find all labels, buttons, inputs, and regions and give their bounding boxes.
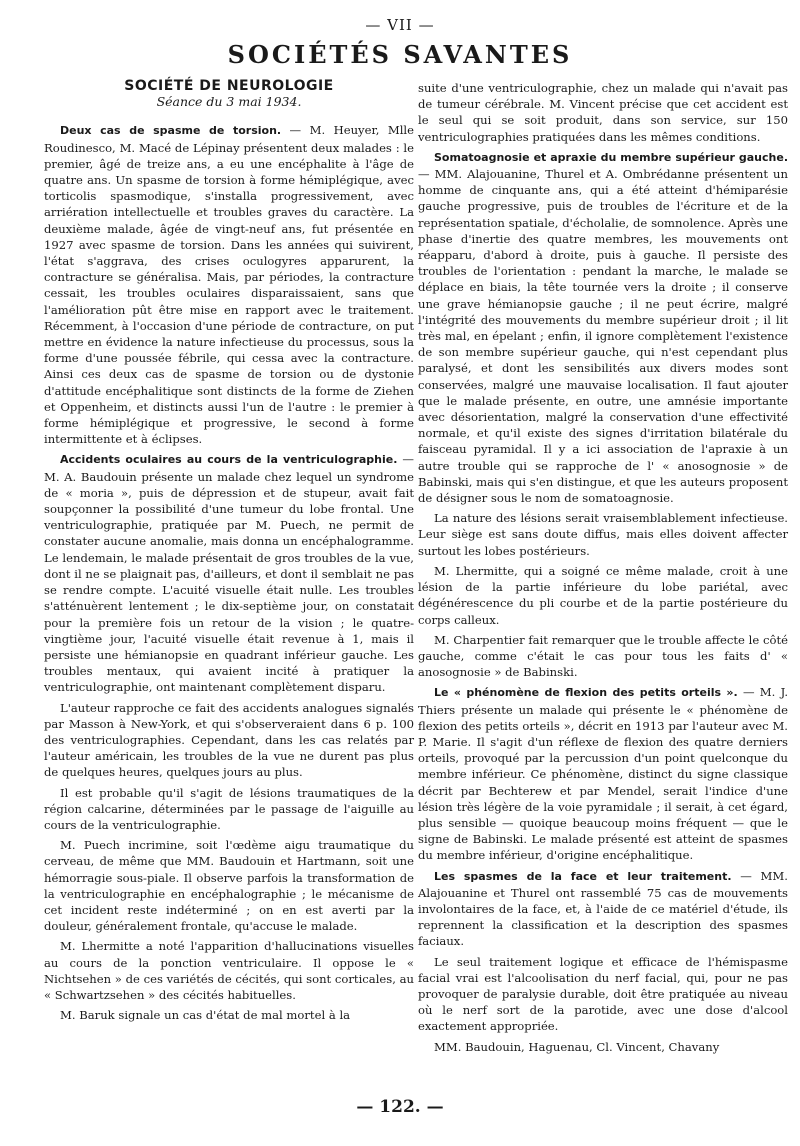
page-header-roman: — VII — [365,16,435,34]
paragraph: M. Lhermitte, qui a soigné ce même malade, croit à une lésion de la partie inférieure du lobe pariétal, avec dégénérescence du pli courbe et de la partie postérieure du corps calleux. [418,563,788,627]
paragraph: Le seul traitement logique et efficace de l'hémispasme facial vrai est l'alcoolisation du nerf facial, qui, pour ne pas provoquer de paralysie durable, doit être pratiquée au niveau où le nerf sort de la parotide, avec une dose d'alcool exactement appropriée. [418,954,788,1034]
left-column [44,78,414,1023]
section-title: SOCIÉTÉS SAVANTES [227,40,573,69]
article-orteils-title: Le « phénomène de flexion des petits orteils ». [434,686,738,700]
right-column [418,80,788,1055]
article-spasmes [418,868,788,950]
paragraph: M. Charpentier fait remarquer que le trouble affecte le côté gauche, comme c'était le cas pour tous les faits d' « anosognosie » de Babinski. [418,632,788,680]
paragraph: La nature des lésions serait vraisemblablement infectieuse. Leur siège est sans doute diffus, mais elles doivent affecter surtout les lobes postérieurs. [418,511,788,558]
article-torsion-title: Deux cas de spasme de torsion. [60,124,282,138]
page-number: — 122. — [356,1097,444,1117]
article-orteils-text: — M. J. Thiers présente un malade qui présente le « phénomène de flexion des petits orteils », décrit en 1913 par l'auteur avec M. P. Marie. Il s'agit d'un réflexe de flexion des quatre derniers orteils, provoqué par la percussion d'un point quelconque du membre inférieur. Ce phénomène, distinct du signe classique décrit par Bechterew et par Mendel, serait l'indice d'une lésion très légère de la voie pyramidale ; il serait, à cet égard, plus sensible — quoique beaucoup moins fréquent — que le signe de Babinski. Le malade présenté est atteint de spasmes du membre inférieur, d'origine encéphalitique. [418,685,789,863]
article-orteils [418,684,788,863]
paragraph: MM. Baudouin, Haguenau, Cl. Vincent, Chavany [434,1039,720,1054]
paragraph: M. Baruk signale un cas d'état de mal mortel à la [60,1008,351,1023]
paragraph: M. Lhermitte a noté l'apparition d'hallucinations visuelles au cours de la ponction ventriculaire. Il oppose le « Nichtsehen » de ces variétés de cécités, qui sont corticales, au « Schwartzsehen » des cécités habituelles. [44,939,414,1002]
article-somatoagnosie [418,149,788,506]
article-torsion-text: — M. Heuyer, Mlle Roudinesco, M. Macé de Lépinay présentent deux malades : le premier, âgé de treize ans, a eu une encéphalite à l'âge de quatre ans. Un spasme de torsion à forme hémiplégique, avec torticolis spasmodique, s'installa progressivement, avec arriération intellectuelle et troubles graves du caractère. La deuxième malade, âgée de vingt-neuf ans, fut présentée en 1927 avec spasme de torsion. Dans les années qui suivirent, l'état s'aggrava, des crises oculogyres apparurent, la contracture se généralisa. Mais, par périodes, la contracture cessait, les troubles oculaires disparaissaient, sans que l'amélioration pût être mise en rapport avec le traitement. Récemment, à l'occasion d'une période de contracture, on put mettre en évidence la nature infectieuse du processus, sous la forme d'une poussée fébrile, qui cessa avec la contracture. Ainsi ces deux cas de spasme de torsion ou de dystonie d'attitude encéphalitique sont distincts de la forme de Ziehen et Oppenheim, et distincts aussi l'un de l'autre : le premier à forme hémiplégique et progressive, le second à forme intermittente et à éclipses. [44,123,414,447]
article-spasmes-title: Les spasmes de la face et leur traitement. [434,869,732,883]
article-torsion [44,122,414,447]
paragraph: M. Puech incrimine, soit l'œdème aigu traumatique du cerveau, de même que MM. Baudouin et Hartmann, soit une hémorragie sous-piale. Il observe parfois la transformation de la ventriculographie en encéphalographie ; le mécanisme de cet incident reste indéterminé ; on en est averti par la douleur, généralement frontale, qu'accuse le malade. [44,838,414,934]
paragraph: L'auteur rapproche ce fait des accidents analogues signalés par Masson à New-York, et qui s'observeraient dans 6 p. 100 des ventriculographies. Cependant, dans les cas relatés par l'auteur américain, les troubles de la vue ne durent pas plus de quelques heures, quelques jours au plus. [44,700,414,780]
article-accidents-text: — M. A. Baudouin présente un malade chez lequel un syndrome de « moria », puis de dépression et de stupeur, avait fait soupçonner la possibilité d'une tumeur du lobe frontal. Une ventriculographie, pratiquée par M. Puech, ne permit de constater aucune anomalie, mais donna un encéphalogramme. Le lendemain, le malade présentait de gros troubles de la vue, dont il ne se plaignait pas, d'ailleurs, et dont il semblait ne pas se rendre compte. L'acuité visuelle était nulle. Les troubles s'atténuèrent lentement ; le dix-septième jour, on constatait pour la première fois un retour de la vision ; le quatre-vingtième jour, l'acuité visuelle était revenue à 1, mais il persiste une hémianopsie en quadrant inférieur gauche. Les troubles mentaux, qui avaient incité à pratiquer la ventriculographie, ont maintenant complètement disparu. [44,452,414,695]
session-date: Séance du 3 mai 1934. [156,94,302,110]
article-somatoagnosie-text: — MM. Alajouanine, Thurel et A. Ombrédanne présentent un homme de cinquante ans, qui a été atteint d'hémiparésie gauche progressive, puis de troubles de l'écriture et de la représentation spatiale, d'écholalie, de somnolence. Après une phase d'inertie des quatre membres, les mouvements ont réapparu, d'abord à droite, puis à gauche. Il persiste des troubles de l'orientation : pendant la marche, le malade se déplace en biais, la tête tournée vers la droite ; il conserve une grave hémianopsie gauche ; il ne peut écrire, malgré l'intégrité des mouvements du membre supérieur droit ; il lit très mal, en épelant ; enfin, il ignore complètement l'existence de son membre supérieur gauche, qui n'est cependant plus paralysé, et dont les sensibilités aux divers modes sont conservées, malgré une mauvaise localisation. Il faut ajouter que le malade présente, en outre, une amnésie importante avec désorientation, malgré la conservation d'une effectivité normale, et qu'il existe des signes d'irritation bilatérale du faisceau pyramidal. Il y a ici association de l'apraxie à un autre trouble qui se rapproche de l' « anosognosie » de Babinski, mais qui s'en distingue, et que les auteurs proposent de désigner sous le nom de somatoagnosie. [418,167,788,506]
paragraph: Il est probable qu'il s'agit de lésions traumatiques de la région calcarine, déterminées par le passage de l'aiguille au cours de la ventriculographie. [44,785,414,832]
article-accidents [44,451,414,695]
society-name: SOCIÉTÉ DE NEUROLOGIE [124,78,334,94]
article-spasmes-text: — MM. Alajouanine et Thurel ont rassemblé 75 cas de mouvements involontaires de la face, et, à l'aide de ce matériel d'étude, ils reprennent la classification et la description des spasmes faciaux. [418,868,788,949]
paragraph-continued: suite d'une ventriculographie, chez un malade qui n'avait pas de tumeur cérébrale. M. Vincent précise que cet accident est le seul qui se soit produit, dans son service, sur 150 ventriculographies pratiquées dans les mêmes conditions. [418,81,788,144]
article-somatoagnosie-title: Somatoagnosie et apraxie du membre supérieur gauche. [434,150,788,164]
article-accidents-title: Accidents oculaires au cours de la ventriculographie. [60,453,398,467]
